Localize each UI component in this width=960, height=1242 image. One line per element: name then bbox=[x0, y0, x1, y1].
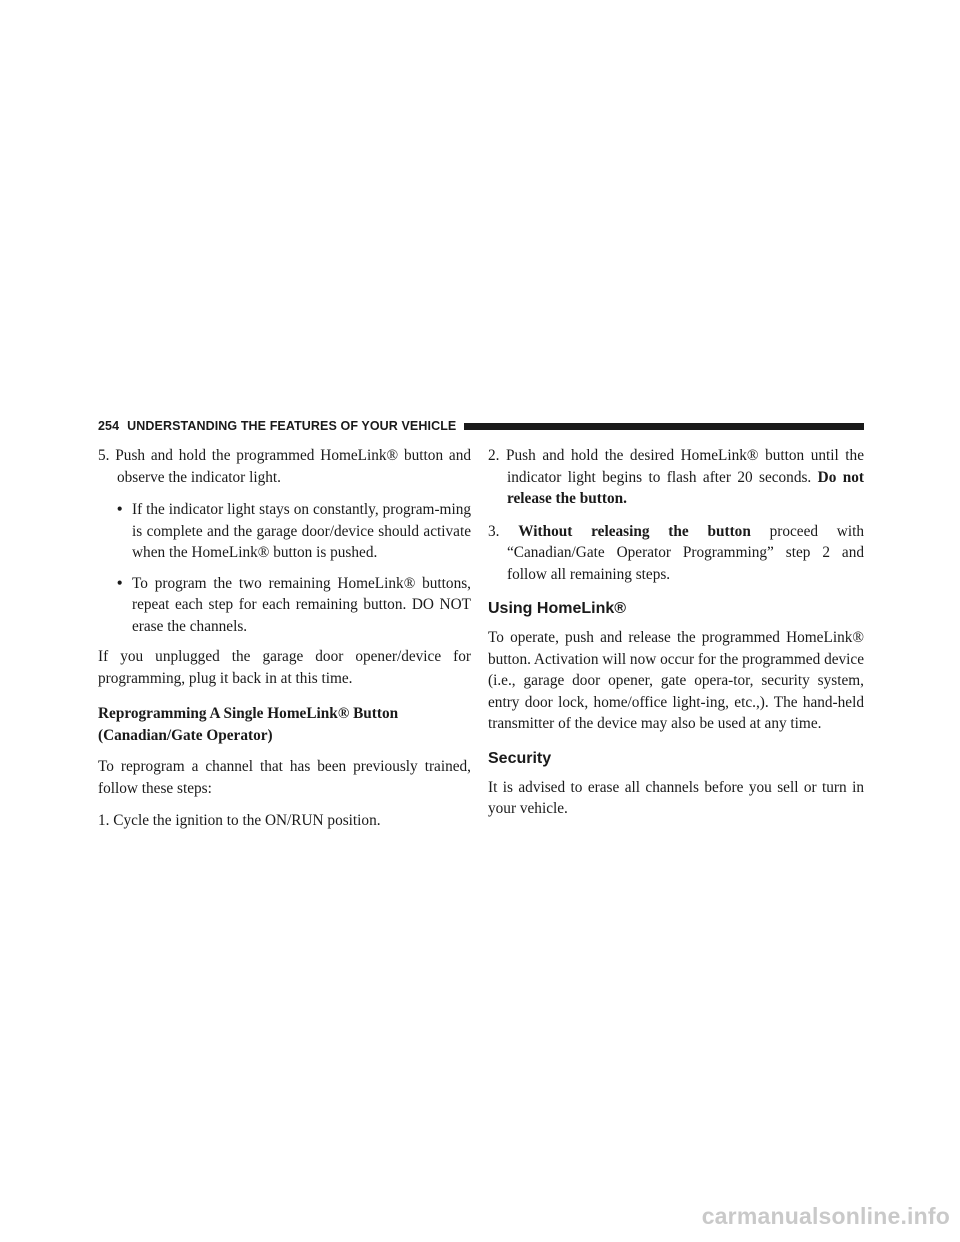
step-5: 5. Push and hold the programmed HomeLink® button and observe the indicator light. bbox=[98, 447, 471, 486]
bullet-icon: • bbox=[117, 501, 123, 518]
step-2 bbox=[488, 445, 864, 510]
subheading-line-2: (Canadian/Gate Operator) bbox=[98, 726, 273, 744]
bullet-text: To program the two remaining HomeLink® buttons, repeat each step for each remaining button. DO NOT erase the channels. bbox=[132, 574, 471, 635]
heading-security: Security bbox=[488, 749, 552, 767]
step-3: 3. Without releasing the button proceed with “Canadian/Gate Operator Programming” step 2 and follow all remaining steps. bbox=[488, 522, 864, 583]
header-rule bbox=[464, 423, 864, 430]
page-number: 254 bbox=[98, 419, 120, 433]
subheading-reprogramming bbox=[98, 703, 471, 746]
right-column bbox=[488, 445, 864, 831]
left-column bbox=[98, 445, 471, 843]
step-3-bold: Without releasing the button bbox=[518, 522, 751, 540]
bullet-item bbox=[98, 499, 471, 564]
bullet-item bbox=[98, 573, 471, 638]
page-header bbox=[98, 418, 864, 434]
step-3-text: proceed with “Canadian/Gate Operator Programming” step 2 and follow all remaining steps. bbox=[507, 522, 864, 583]
heading-using-homelink: Using HomeLink® bbox=[488, 600, 627, 617]
watermark: carmanualsonline.info bbox=[701, 1203, 950, 1229]
step-2-text: 2. Push and hold the desired HomeLink® button until the indicator light begins to flash after 20 seconds. bbox=[488, 447, 864, 486]
subheading-line-1: Reprogramming A Single HomeLink® Button bbox=[98, 705, 399, 722]
paragraph-using: To operate, push and release the programmed HomeLink® button. Activation will now occur for the programmed device (i.e., garage door opener, gate opera-tor, security system, entry door lock, home/office light-ing, etc.,). The hand-held transmitter of the device may also be used at any time. bbox=[488, 629, 864, 732]
paragraph-reprogram: To reprogram a channel that has been previously trained, follow these steps: bbox=[98, 758, 471, 797]
bullet-icon: • bbox=[117, 574, 123, 592]
paragraph-unplugged: If you unplugged the garage door opener/device for programming, plug it back in at this time. bbox=[98, 648, 471, 687]
paragraph-security: It is advised to erase all channels before you sell or turn in your vehicle. bbox=[488, 778, 864, 817]
bullet-text: If the indicator light stays on constantly, program-ming is complete and the garage door/device should activate when the HomeLink® button is pushed. bbox=[132, 501, 471, 561]
step-2-bold: Do not release the button. bbox=[507, 468, 864, 507]
section-title: UNDERSTANDING THE FEATURES OF YOUR VEHICLE bbox=[127, 419, 457, 433]
step-1: 1. Cycle the ignition to the ON/RUN position. bbox=[98, 812, 381, 829]
